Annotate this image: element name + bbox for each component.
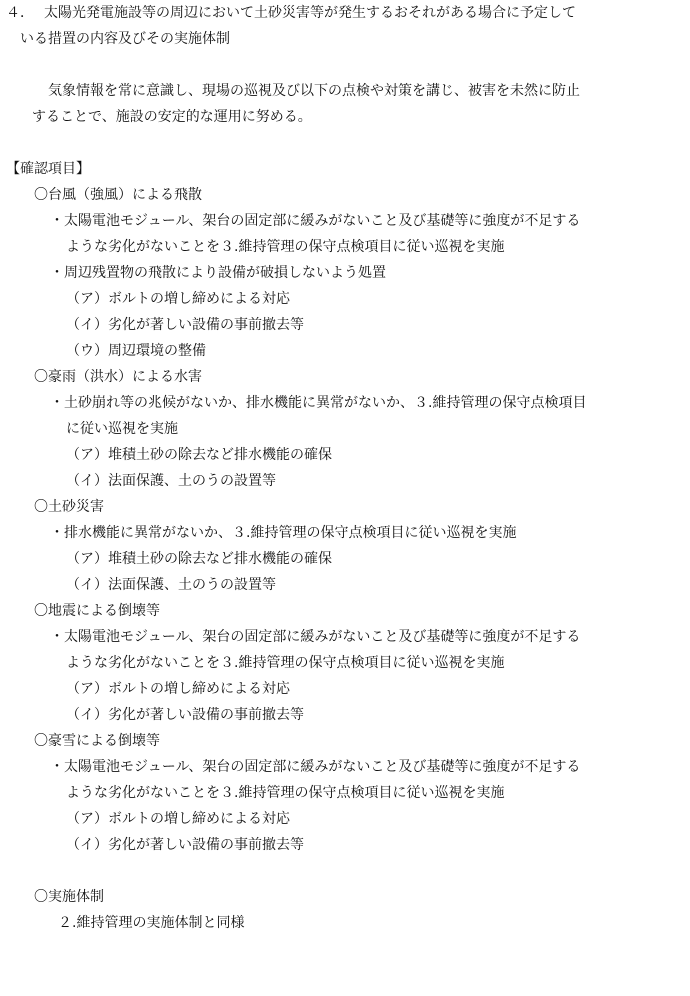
sub-item: （イ）劣化が著しい設備の事前撤去等 (66, 317, 304, 333)
intro-line-1: 気象情報を常に意識し、現場の巡視及び以下の点検や対策を講じ、被害を未然に防止 (48, 83, 580, 99)
implementation-text: ２.維持管理の実施体制と同様 (58, 915, 245, 931)
bullet-item-continued: ような劣化がないことを３.維持管理の保守点検項目に従い巡視を実施 (66, 785, 505, 801)
sub-item: （ア）ボルトの増し締めによる対応 (66, 291, 290, 307)
heading-line-2: いる措置の内容及びその実施体制 (20, 31, 230, 47)
intro-line-2: することで、施設の安定的な運用に努める。 (32, 109, 312, 125)
bullet-item: ・土砂崩れ等の兆候がないか、排水機能に異常がないか、３.維持管理の保守点検項目 (50, 395, 587, 411)
sub-item: （ア）ボルトの増し締めによる対応 (66, 681, 290, 697)
category-title-heavy-rain: 〇豪雨（洪水）による水害 (34, 369, 202, 385)
category-title-typhoon: 〇台風（強風）による飛散 (34, 187, 202, 203)
heading-line-1: 太陽光発電施設等の周辺において土砂災害等が発生するおそれがある場合に予定して (44, 5, 576, 21)
heading-number: ４． (6, 5, 34, 21)
bullet-item: ・太陽電池モジュール、架台の固定部に緩みがないこと及び基礎等に強度が不足する (50, 759, 581, 775)
bullet-item: ・太陽電池モジュール、架台の固定部に緩みがないこと及び基礎等に強度が不足する (50, 213, 581, 229)
sub-item: （ア）堆積土砂の除去など排水機能の確保 (66, 447, 332, 463)
bullet-item: ・排水機能に異常がないか、３.維持管理の保守点検項目に従い巡視を実施 (50, 525, 517, 541)
sub-item: （イ）劣化が著しい設備の事前撤去等 (66, 837, 304, 853)
bullet-item-continued: ような劣化がないことを３.維持管理の保守点検項目に従い巡視を実施 (66, 655, 505, 671)
category-title-landslide: 〇土砂災害 (34, 499, 104, 515)
sub-item: （イ）法面保護、土のうの設置等 (66, 577, 276, 593)
sub-item: （ア）ボルトの増し締めによる対応 (66, 811, 290, 827)
bullet-item-continued: ような劣化がないことを３.維持管理の保守点検項目に従い巡視を実施 (66, 239, 505, 255)
category-title-earthquake: 〇地震による倒壊等 (34, 603, 160, 619)
category-title-heavy-snow: 〇豪雪による倒壊等 (34, 733, 160, 749)
implementation-title: 〇実施体制 (34, 889, 104, 905)
bullet-item: ・太陽電池モジュール、架台の固定部に緩みがないこと及び基礎等に強度が不足する (50, 629, 581, 645)
section-title: 【確認項目】 (6, 161, 90, 177)
bullet-item: ・周辺残置物の飛散により設備が破損しないよう処置 (50, 265, 386, 281)
sub-item: （イ）劣化が著しい設備の事前撤去等 (66, 707, 304, 723)
sub-item: （ア）堆積土砂の除去など排水機能の確保 (66, 551, 332, 567)
bullet-item-continued: に従い巡視を実施 (66, 421, 178, 437)
sub-item: （イ）法面保護、土のうの設置等 (66, 473, 276, 489)
sub-item: （ウ）周辺環境の整備 (66, 343, 206, 359)
